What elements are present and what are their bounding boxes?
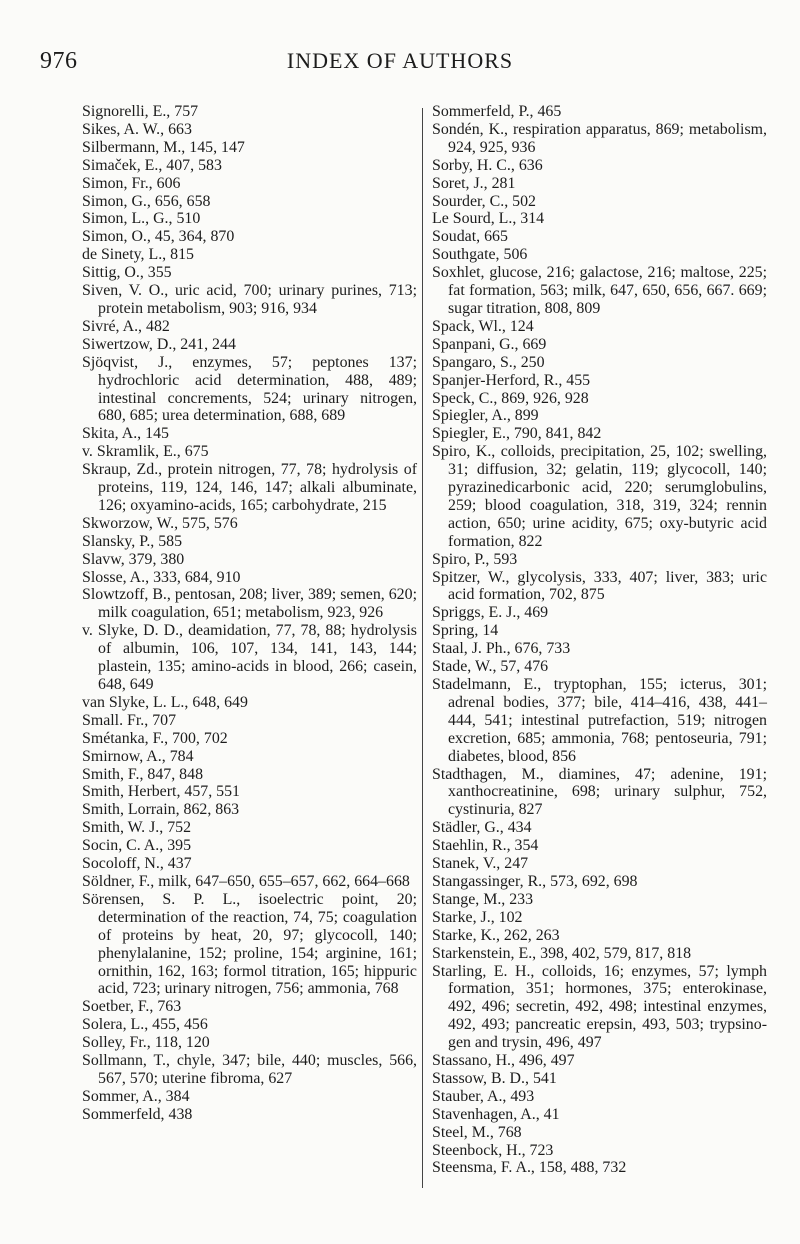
page-number: 976 — [40, 48, 78, 74]
index-entry: Southgate, 506 — [432, 246, 528, 264]
index-entry: Siven, V. O., uric acid, 700; urinary purines, 713; protein metabolism, 903; 916, 934 — [82, 282, 417, 317]
index-entry: Stauber, A., 493 — [432, 1087, 535, 1105]
index-entry: Stade, W., 57, 476 — [432, 658, 549, 676]
index-entry: Skraup, Zd., protein nitrogen, 77, 78; hydrolysis of proteins, 119, 124, 146, 147; alkali albuminate, 126; oxyamino-acids, 165; carbohydrate, 215 — [82, 461, 417, 514]
index-entry: Slansky, P., 585 — [82, 532, 183, 550]
index-entry: Steensma, F. A., 158, 488, 732 — [432, 1159, 627, 1177]
index-entry: Smith, Lorrain, 862, 863 — [82, 801, 240, 819]
index-entry: Skita, A., 145 — [82, 425, 169, 443]
index-entry: Spiegler, A., 899 — [432, 407, 539, 425]
index-entry: Smith, W. J., 752 — [82, 819, 192, 837]
index-entry: Sikes, A. W., 663 — [82, 120, 192, 138]
index-entry: Spriggs, E. J., 469 — [432, 604, 549, 622]
index-entry: Sondén, K., respiration apparatus, 869; metabolism, 924, 925, 936 — [432, 120, 767, 156]
index-entry: Soetber, F., 763 — [82, 998, 182, 1016]
index-entry: Slosse, A., 333, 684, 910 — [82, 568, 241, 586]
index-entry: Stanek, V., 247 — [432, 855, 529, 873]
index-entry: Simon, Fr., 606 — [82, 174, 181, 192]
page-header — [0, 48, 800, 78]
index-entry: Stange, M., 233 — [432, 890, 534, 908]
index-entry: Smith, Herbert, 457, 551 — [82, 783, 241, 801]
index-entry: Sollmann, T., chyle, 347; bile, 440; muscles, 566, 567, 570; uterine fibroma, 627 — [82, 1052, 417, 1087]
index-entry: Stadthagen, M., diamines, 47; adenine, 191; xanthocreatinine, 698; urinary sulphur, 752, cystinuria, 827 — [432, 765, 767, 819]
index-entry: Solley, Fr., 118, 120 — [82, 1034, 210, 1052]
index-entry: Spitzer, W., glycolysis, 333, 407; liver, 383; uric acid formation, 702, 875 — [432, 568, 767, 604]
index-entry: Sivré, A., 482 — [82, 317, 170, 335]
index-entry: Sommerfeld, 438 — [82, 1105, 193, 1123]
index-entry: Skworzow, W., 575, 576 — [82, 514, 238, 532]
index-entry: Sörensen, S. P. L., isoelectric point, 20; determination of the reaction, 74, 75; coagulation of proteins by heat, 20, 97; glycocoll, 140; phenylalanine, 152; proline, 154; arginine, 161; ornithin, 162, 163; formol titration, 165; hippuric acid, 723; urinary nitrogen, 756; ammonia, 768 — [82, 890, 417, 998]
index-entry: Le Sourd, L., 314 — [432, 210, 545, 228]
index-entry: Sommerfeld, P., 465 — [432, 103, 562, 120]
index-entry: Sorby, H. C., 636 — [432, 156, 543, 174]
index-entry: Spring, 14 — [432, 622, 499, 640]
index-column-right — [432, 103, 767, 1177]
index-entry: Silbermann, M., 145, 147 — [82, 138, 245, 156]
index-entry: Simon, O., 45, 364, 870 — [82, 228, 235, 246]
index-entry: Spack, Wl., 124 — [432, 317, 534, 335]
index-entry: Spiro, K., colloids, precipitation, 25, 102; swelling, 31; diffusion, 32; gelatin, 119; glycocoll, 140; pyrazinedicarbonic acid, 220; serumglobulins, 259; blood coagulation, 318, 319, 324; rennin action, 650; urine acidity, 675; oxy-butyric acid formation, 822 — [432, 443, 767, 550]
index-entry: Socin, C. A., 395 — [82, 837, 192, 855]
index-entry: Spiro, P., 593 — [432, 550, 518, 568]
index-entry: Signorelli, E., 757 — [82, 103, 199, 120]
index-entry: Staehlin, R., 354 — [432, 837, 539, 855]
index-entry: de Sinety, L., 815 — [82, 246, 194, 264]
index-entry: Siwertzow, D., 241, 244 — [82, 335, 236, 353]
index-entry: Solera, L., 455, 456 — [82, 1016, 208, 1034]
index-entry: Spangaro, S., 250 — [432, 353, 545, 371]
index-entry: van Slyke, L. L., 648, 649 — [82, 693, 248, 711]
index-entry: Smirnow, A., 784 — [82, 747, 194, 765]
index-entry: Stassano, H., 496, 497 — [432, 1052, 575, 1070]
index-entry: Soret, J., 281 — [432, 174, 516, 192]
index-entry: Smétanka, F., 700, 702 — [82, 729, 228, 747]
index-entry: Söldner, F., milk, 647–650, 655–657, 662, 664–668 — [82, 872, 410, 890]
index-entry: Smith, F., 847, 848 — [82, 765, 204, 783]
index-entry: Slavw, 379, 380 — [82, 550, 185, 568]
index-entry: Spiegler, E., 790, 841, 842 — [432, 425, 602, 443]
index-entry: v. Slyke, D. D., deamidation, 77, 78, 88; hydrolysis of albumin, 106, 107, 134, 141, 143, 144; plastein, 135; amino-acids in blood, 266; casein, 648, 649 — [82, 622, 417, 693]
index-entry: Spanpani, G., 669 — [432, 335, 547, 353]
index-entry: Simaček, E., 407, 583 — [82, 156, 222, 174]
running-title: INDEX OF AUTHORS — [286, 48, 514, 73]
index-entry: Sourder, C., 502 — [432, 192, 536, 210]
index-entry: Soudat, 665 — [432, 228, 508, 246]
index-entry: Staal, J. Ph., 676, 733 — [432, 640, 571, 658]
index-entry: Simon, G., 656, 658 — [82, 192, 211, 210]
index-entry: Stassow, B. D., 541 — [432, 1069, 557, 1087]
index-entry: Städler, G., 434 — [432, 819, 532, 837]
index-entry: Sommer, A., 384 — [82, 1087, 190, 1105]
index-entry: Sjöqvist, J., enzymes, 57; peptones 137; hydrochloric acid determination, 488, 489; intestinal concrements, 524; urinary nitrogen, 680, 685; urea determination, 688, 689 — [82, 353, 417, 425]
index-entry: v. Skramlik, E., 675 — [82, 443, 209, 461]
index-entry: Sittig, O., 355 — [82, 264, 172, 282]
index-entry: Starke, K., 262, 263 — [432, 926, 560, 944]
index-entry: Socoloff, N., 437 — [82, 855, 192, 873]
index-entry: Stavenhagen, A., 41 — [432, 1105, 560, 1123]
index-column-left — [82, 103, 417, 1124]
index-entry: Slowtzoff, B., pentosan, 208; liver, 389; semen, 620; milk coagulation, 651; metabolism, 923, 926 — [82, 586, 417, 622]
index-entry: Stangassinger, R., 573, 692, 698 — [432, 872, 638, 890]
column-divider — [422, 108, 423, 1188]
index-entry: Stadelmann, E., tryptophan, 155; icterus, 301; adrenal bodies, 377; bile, 414–416, 438, 441–444, 541; intestinal putrefaction, 519; nitrogen excretion, 685; ammonia, 768; pentoseuria, 791; diabetes, blood, 856 — [432, 676, 767, 765]
index-entry: Small. Fr., 707 — [82, 711, 177, 729]
index-entry: Starke, J., 102 — [432, 908, 523, 926]
index-entry: Starling, E. H., colloids, 16; enzymes, 57; lymph formation, 351; hormones, 375; enterokinase, 492, 496; secretin, 492, 498; intestinal enzymes, 492, 493; pancreatic erepsin, 493, 503; trypsino-gen and trysin, 496, 497 — [432, 962, 767, 1052]
index-entry: Simon, L., G., 510 — [82, 210, 201, 228]
index-entry: Spanjer-Herford, R., 455 — [432, 371, 591, 389]
index-entry: Steel, M., 768 — [432, 1123, 522, 1141]
index-entry: Soxhlet, glucose, 216; galactose, 216; maltose, 225; fat formation, 563; milk, 647, 650, 656, 667. 669; sugar titration, 808, 809 — [432, 264, 767, 317]
index-entry: Starkenstein, E., 398, 402, 579, 817, 818 — [432, 944, 692, 962]
index-entry: Speck, C., 869, 926, 928 — [432, 389, 589, 407]
index-entry: Steenbock, H., 723 — [432, 1141, 554, 1159]
